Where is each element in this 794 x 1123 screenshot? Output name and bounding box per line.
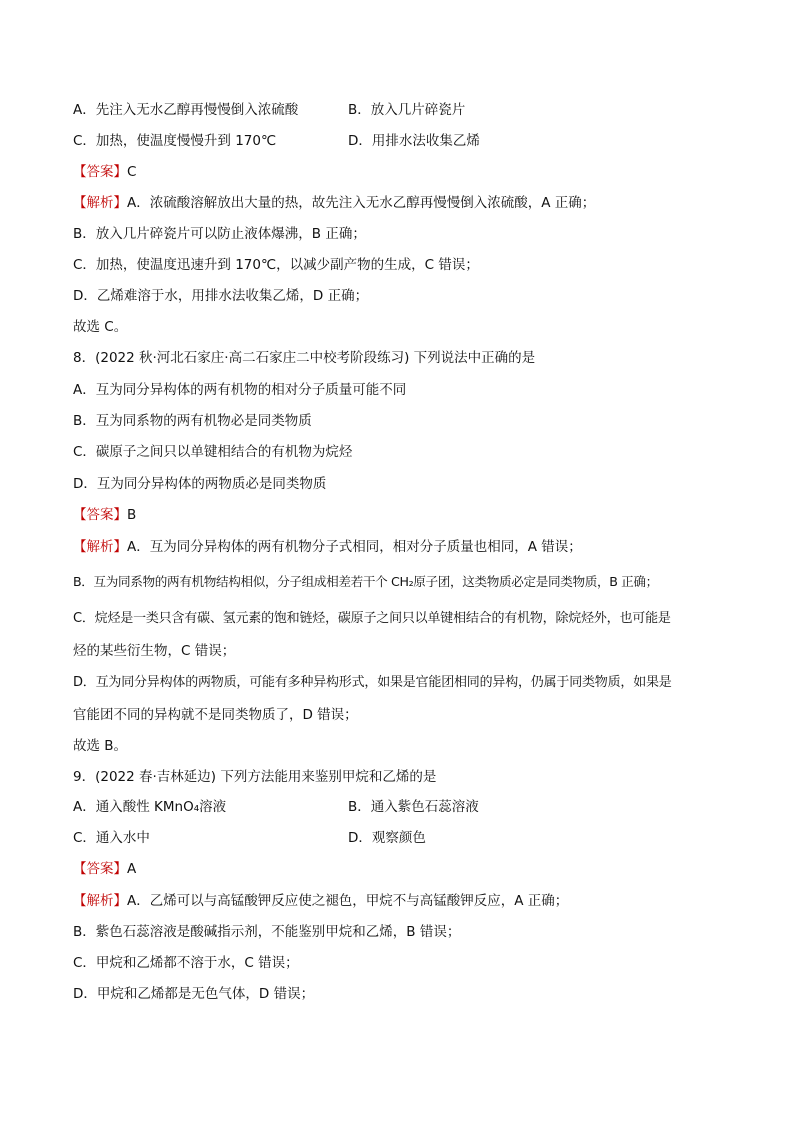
q9-analysis-line: B．紫色石蕊溶液是酸碱指示剂，不能鉴别甲烷和乙烯，B 错误；	[73, 924, 461, 940]
q8-answer	[73, 505, 723, 525]
q7-option-d: D．用排水法收集乙烯	[348, 133, 480, 149]
q7-option-b: B．放入几片碎瓷片	[348, 102, 466, 118]
analysis-text: A．乙烯可以与高锰酸钾反应使之褪色，甲烷不与高锰酸钾反应，A 正确；	[127, 893, 569, 909]
q8-analysis-line: D．互为同分异构体的两物质，可能有多种异构形式，如果是官能团相同的异构，仍属于同类物质，如果是	[73, 675, 672, 690]
q9-option-a: A．通入酸性 KMnO₄溶液	[73, 799, 227, 815]
q8-analysis-line	[73, 537, 723, 557]
answer-value: B	[127, 507, 137, 523]
q8-stem: 8．(2022 秋·河北石家庄·高二石家庄二中校考阶段练习) 下列说法中正确的是	[73, 350, 536, 366]
q8-analysis-line: 官能团不同的异构就不是同类物质了，D 错误；	[73, 707, 358, 723]
q7-option-a: A．先注入无水乙醇再慢慢倒入浓硫酸	[73, 102, 299, 118]
q7-conclusion: 故选 C。	[73, 319, 128, 335]
q8-analysis-line: 烃的某些衍生物，C 错误；	[73, 643, 236, 659]
q7-analysis-line: B．放入几片碎瓷片可以防止液体爆沸，B 正确；	[73, 226, 366, 242]
answer-value: C	[127, 164, 137, 180]
analysis-tag: 【解析】	[73, 893, 127, 909]
q8-option: D．互为同分异构体的两物质必是同类物质	[73, 476, 327, 492]
q7-option-row-1	[73, 100, 723, 120]
q9-option-row-1	[73, 797, 723, 817]
q8-analysis-line: B．互为同系物的两有机物结构相似，分子组成相差若干个 CH₂原子团，这类物质必定是同类物质，B 正确；	[73, 574, 658, 589]
q7-analysis-line	[73, 193, 723, 213]
q8-option: C．碳原子之间只以单键相结合的有机物为烷烃	[73, 444, 353, 460]
q8-conclusion: 故选 B。	[73, 738, 128, 754]
q9-option-b: B．通入紫色石蕊溶液	[348, 799, 479, 815]
q8-analysis-line: C．烷烃是一类只含有碳、氢元素的饱和链烃，碳原子之间只以单键相结合的有机物，除烷烃外，也可能是	[73, 611, 671, 626]
q9-analysis-line: D．甲烷和乙烯都是无色气体，D 错误；	[73, 986, 315, 1002]
q9-option-c: C．通入水中	[73, 830, 150, 846]
q9-stem: 9．(2022 春·吉林延边) 下列方法能用来鉴别甲烷和乙烯的是	[73, 769, 437, 785]
q9-analysis-line	[73, 891, 723, 911]
answer-tag: 【答案】	[73, 507, 127, 523]
analysis-text: A．浓硫酸溶解放出大量的热，故先注入无水乙醇再慢慢倒入浓硫酸，A 正确；	[127, 195, 596, 211]
analysis-text: A．互为同分异构体的两有机物分子式相同，相对分子质量也相同，A 错误；	[127, 539, 582, 555]
q7-analysis-line: C．加热，使温度迅速升到 170℃，以减少副产物的生成，C 错误；	[73, 257, 479, 273]
q7-analysis-line: D．乙烯难溶于水，用排水法收集乙烯，D 正确；	[73, 288, 369, 304]
q7-option-row-2	[73, 131, 723, 151]
answer-tag: 【答案】	[73, 164, 127, 180]
q9-option-d: D．观察颜色	[348, 830, 426, 846]
answer-value: A	[127, 861, 137, 877]
answer-tag: 【答案】	[73, 861, 127, 877]
analysis-tag: 【解析】	[73, 539, 127, 555]
q7-answer	[73, 162, 723, 182]
q9-option-row-2	[73, 828, 723, 848]
q8-option: A．互为同分异构体的两有机物的相对分子质量可能不同	[73, 382, 407, 398]
analysis-tag: 【解析】	[73, 195, 127, 211]
q9-answer	[73, 859, 723, 879]
q7-option-c: C．加热，使温度慢慢升到 170℃	[73, 133, 277, 149]
q8-option: B．互为同系物的两有机物必是同类物质	[73, 413, 312, 429]
q9-analysis-line: C．甲烷和乙烯都不溶于水，C 错误；	[73, 955, 299, 971]
